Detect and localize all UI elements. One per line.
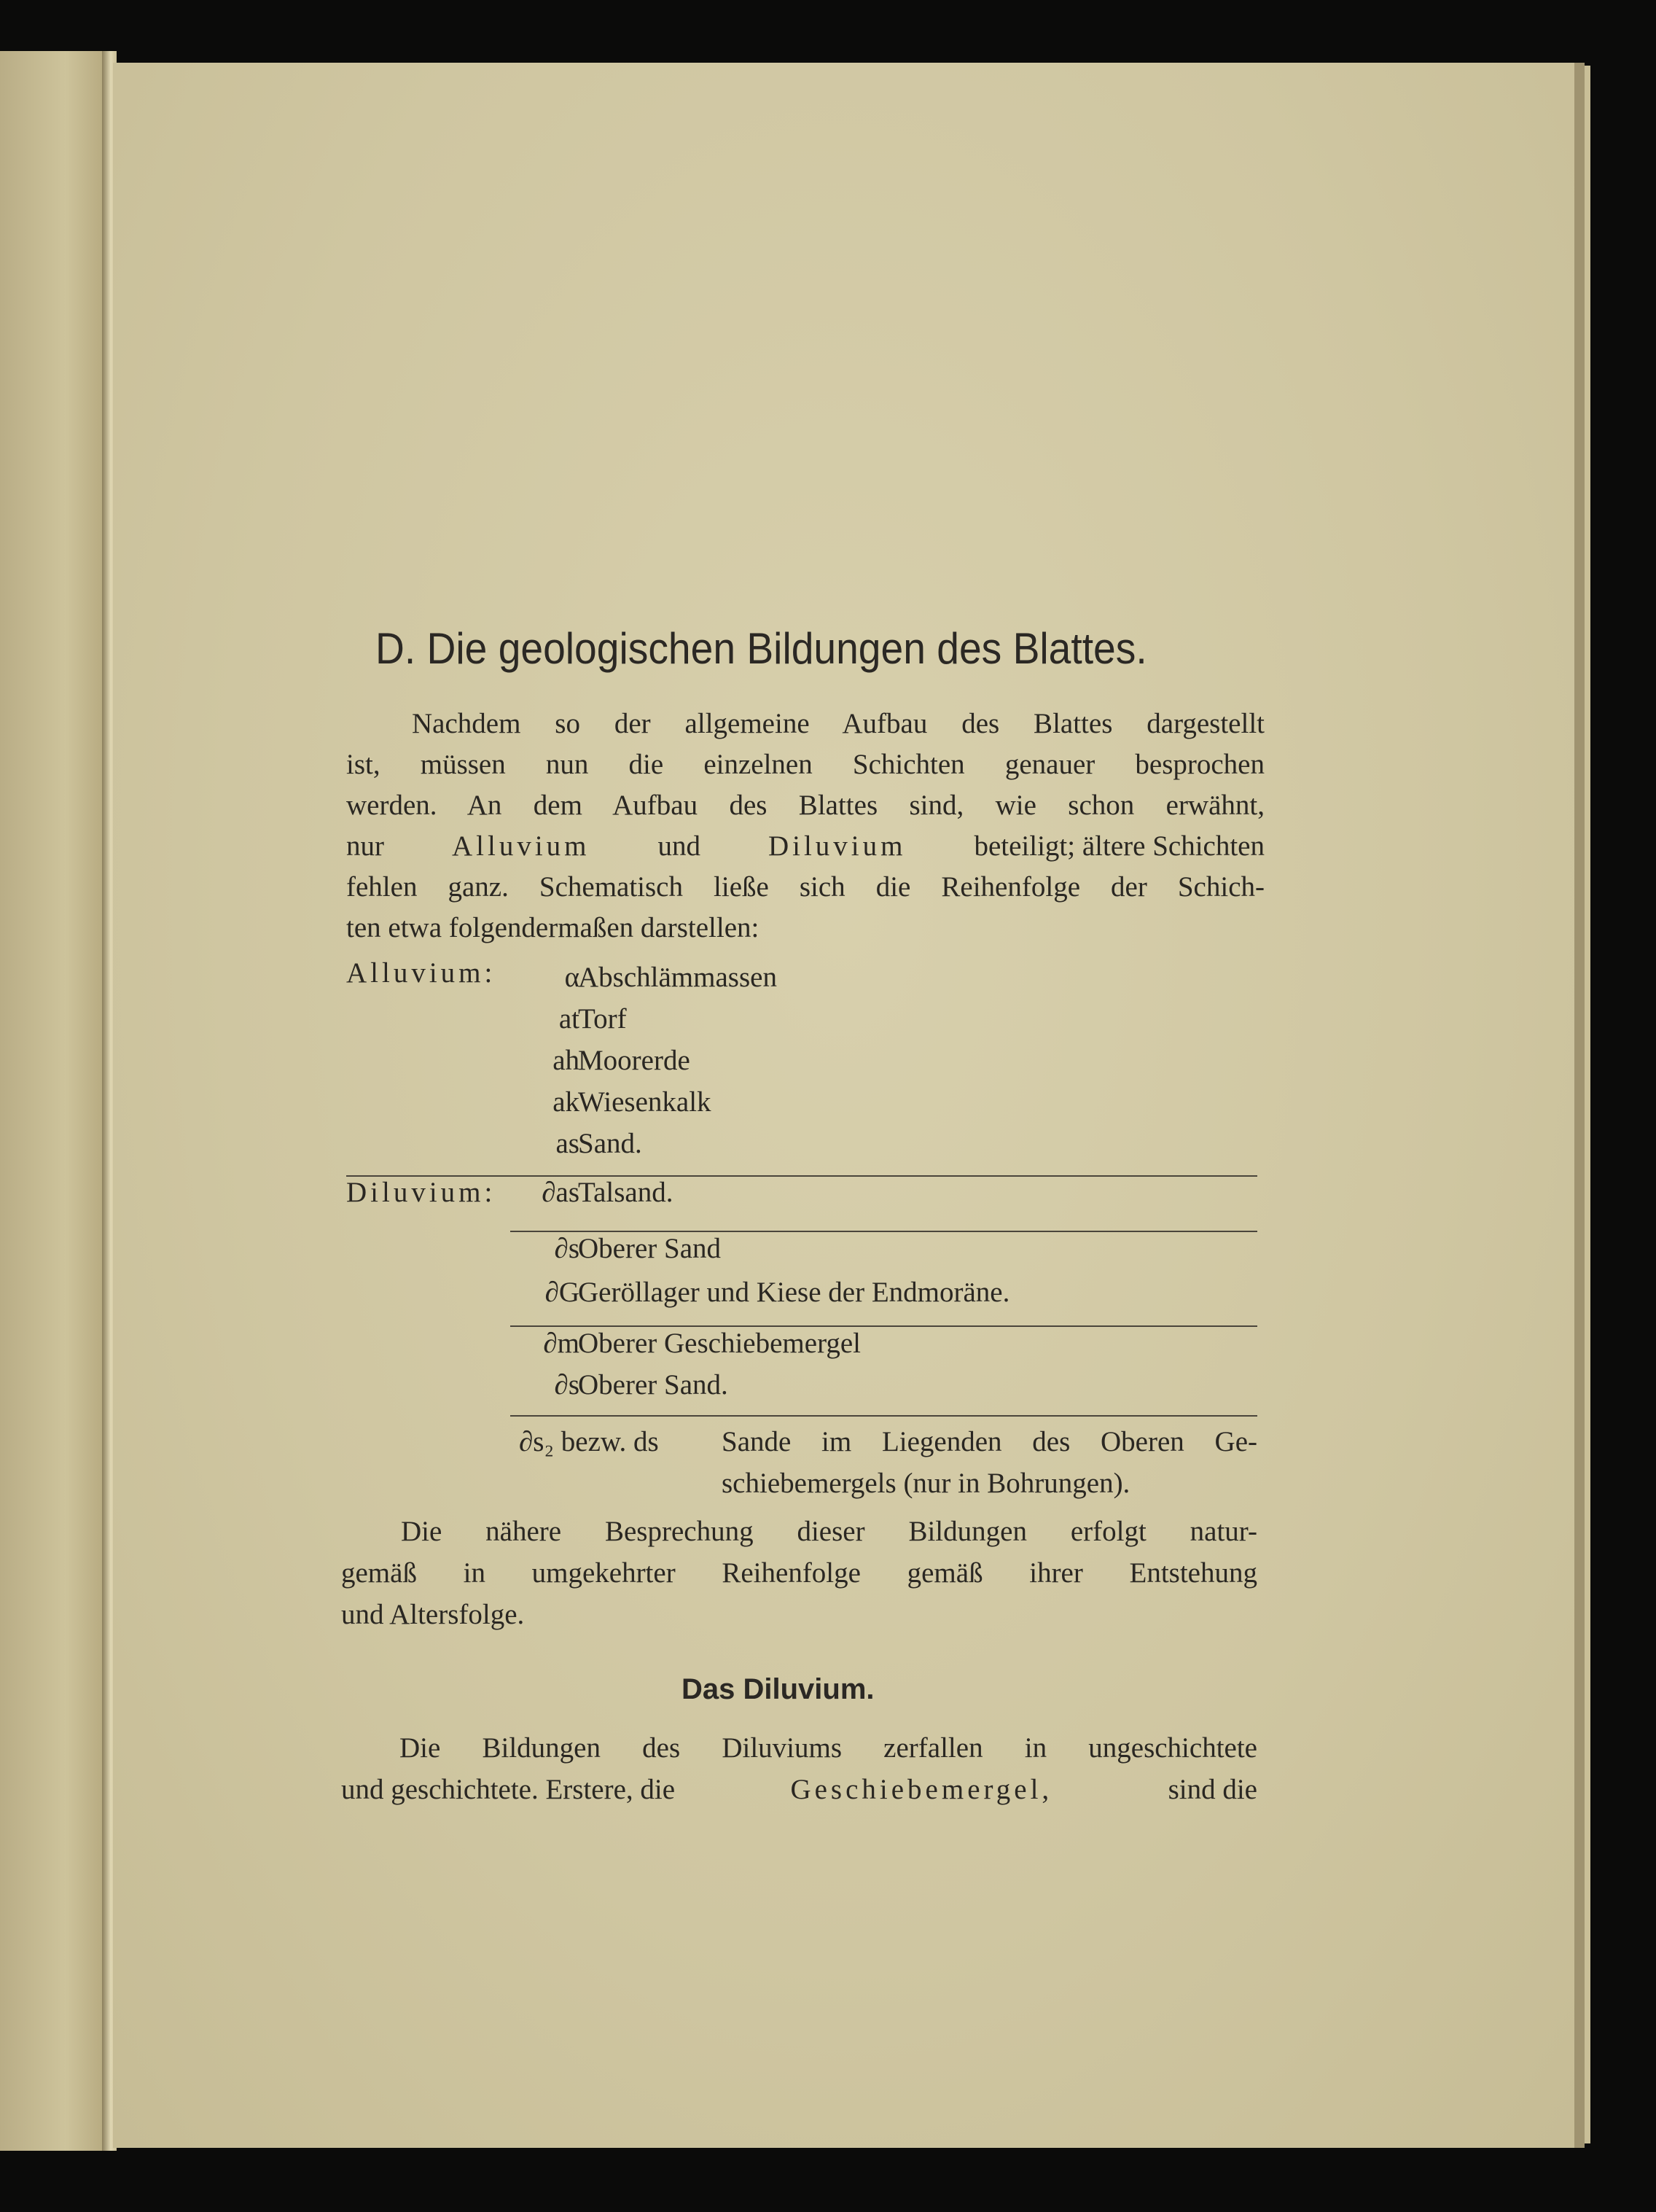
divider-rule [510,1415,1257,1417]
diluvium-name: Oberer Geschiebemergel [578,1328,862,1359]
section-line-2 [341,1773,1257,1806]
diluvium-last-line-1: Sande im Liegenden des Oberen Ge- [722,1426,1257,1457]
diluvium-symbol: ∂s [554,1369,579,1401]
section-line-2-c: sind die [1168,1774,1257,1805]
subsection-title: Das Diluvium. [681,1673,875,1705]
page-right-edge [1574,63,1585,2148]
section-line-1: Die Bildungen des Diluviums zerfallen in ungeschichtete [399,1732,1257,1764]
intro-line-4-c: und [657,830,700,862]
diluvium-symbol: ∂s [554,1233,579,1264]
alluvium-name: Moorerde [578,1045,690,1076]
alluvium-name: Torf [578,1003,627,1035]
diluvium-symbol: ∂G [544,1277,579,1308]
intro-line-3: werden. An dem Aufbau des Blattes sind, wie schon erwähnt, [346,790,1265,821]
intro-line-4 [346,830,1265,862]
section-line-2-a: und geschichtete. Erstere, die [341,1774,676,1805]
diluvium-last-line-2: schiebemergels (nur in Bohrungen). [722,1468,1130,1499]
alluvium-symbol: ah [552,1045,579,1076]
alluvium-symbol: at [558,1003,579,1035]
intro-alluvium-term: Alluvium [451,830,590,862]
alluvium-name: Abschlämmassen [578,962,777,993]
diluvium-name: Talsand. [578,1177,673,1208]
diluvium-last-symbol: ∂s₂ bezw. ds [519,1426,659,1457]
geschiebemergel-term: Geschiebemergel, [790,1774,1053,1805]
left-page-edge [0,51,109,2151]
intro-line-6: ten etwa folgendermaßen darstellen: [346,912,759,943]
intro-line-2: ist, müssen nun die einzelnen Schichten genauer besprochen [346,749,1265,780]
intro-line-4-e: beteiligt; ältere Schichten [974,830,1265,862]
alluvium-symbol: ak [552,1086,579,1118]
section-heading: D. Die geologischen Bildungen des Blattes. [375,624,1147,673]
diluvium-name: Oberer Sand [578,1233,722,1264]
alluvium-name: Wiesenkalk [578,1086,711,1118]
diluvium-label: Diluvium: [346,1177,496,1208]
intro-line-1: Nachdem so der allgemeine Aufbau des Blattes dargestellt [412,708,1265,739]
alluvium-name: Sand. [578,1128,642,1159]
diluvium-name: Oberer Sand. [578,1369,728,1401]
diluvium-name: Geröllager und Kiese der Endmoräne. [578,1277,1010,1308]
intro-line-5: fehlen ganz. Schematisch ließe sich die Reihenfolge der Schich- [346,871,1265,903]
diluvium-symbol: ∂m [543,1328,579,1359]
alluvium-label: Alluvium: [346,957,496,989]
after-line-2: gemäß in umgekehrter Reihenfolge gemäß ihrer Entstehung [341,1557,1257,1589]
intro-line-4-a: nur [346,830,384,862]
book-page [113,63,1574,2148]
diluvium-symbol: ∂as [542,1177,579,1208]
alluvium-symbol: α [564,962,579,993]
alluvium-symbol: as [555,1128,579,1159]
page-right-edge-light [1585,66,1590,2143]
intro-diluvium-term: Diluvium [768,830,907,862]
after-line-1: Die nähere Besprechung dieser Bildungen erfolgt natur- [401,1516,1257,1547]
after-line-3: und Altersfolge. [341,1599,525,1630]
